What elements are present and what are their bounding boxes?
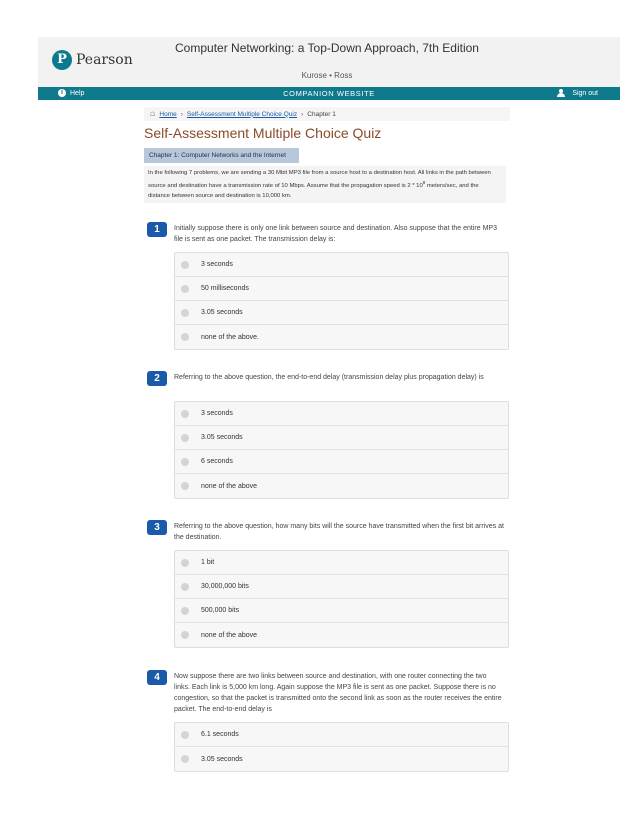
question-text: Now suppose there are two links between source and destination, with one router connecting the two links. Each link is 5,000 km long. Again suppose the MP3 file is sent as one packet. Suppose there is no congestion, so that the packet is transmitted onto the second link as soon as the router receives the entire packet. The end-to-end delay is (174, 673, 502, 713)
radio-button[interactable] (181, 731, 189, 739)
answer-options (174, 722, 509, 772)
book-authors: Kurose • Ross (301, 71, 353, 80)
breadcrumb-quiz-link[interactable]: Self-Assessment Multiple Choice Quiz (186, 110, 298, 118)
option-label: 6 seconds (201, 458, 233, 465)
option-label: none of the above (201, 482, 258, 490)
question-text: Referring to the above question, how many bits will the source have transmitted when the first bit arrives at the destination. (174, 523, 504, 541)
answer-option[interactable] (175, 551, 508, 575)
option-label: none of the above. (201, 333, 259, 341)
answer-options (174, 252, 509, 350)
radio-button[interactable] (181, 333, 189, 341)
breadcrumb (144, 107, 510, 121)
answer-option[interactable] (175, 426, 508, 450)
question-number: 1 (147, 222, 167, 237)
option-label: 3 seconds (201, 410, 233, 417)
pearson-logo[interactable] (52, 50, 133, 70)
home-icon: ☖ (150, 111, 156, 118)
answer-option[interactable] (175, 474, 508, 498)
radio-button[interactable] (181, 559, 189, 567)
help-label: Help (70, 89, 85, 97)
question-number: 3 (147, 520, 167, 535)
option-label: 30,000,000 bits (201, 583, 249, 590)
radio-button[interactable] (181, 285, 189, 293)
answer-option[interactable] (175, 623, 508, 647)
question-text: Referring to the above question, the end-to-end delay (transmission delay plus propagation delay) is (174, 374, 484, 381)
breadcrumb-home-link[interactable]: Home (159, 110, 177, 118)
radio-button[interactable] (181, 755, 189, 763)
sign-out-link[interactable] (557, 89, 598, 97)
answer-option[interactable] (175, 301, 508, 325)
radio-button[interactable] (181, 261, 189, 269)
option-label: 50 milliseconds (201, 285, 249, 292)
book-title: Computer Networking: a Top-Down Approach, 7th Edition (175, 41, 479, 55)
pearson-p-icon: P (52, 50, 72, 70)
option-label: 500,000 bits (201, 607, 240, 614)
answer-option[interactable] (175, 277, 508, 301)
question-number: 2 (147, 371, 167, 386)
companion-website-label: COMPANION WEBSITE (283, 89, 375, 98)
radio-button[interactable] (181, 583, 189, 591)
answer-option[interactable] (175, 450, 508, 474)
answer-option[interactable] (175, 402, 508, 426)
radio-button[interactable] (181, 458, 189, 466)
page-title: Self-Assessment Multiple Choice Quiz (144, 125, 382, 141)
answer-option[interactable] (175, 575, 508, 599)
option-label: 1 bit (201, 559, 215, 566)
question-text: Initially suppose there is only one link between source and destination. Also suppose that the entire MP3 file is sent as one packet. The transmission delay is: (174, 225, 497, 243)
option-label: 6.1 seconds (201, 731, 239, 738)
chapter-badge: Chapter 1: Computer Networks and the Internet (144, 148, 299, 163)
nav-bar (38, 87, 620, 100)
answer-option[interactable] (175, 747, 508, 771)
chevron-right-icon: › (180, 110, 183, 118)
intro-text-end: meters/sec, and the distance between source and destination is 10,000 km. (148, 182, 479, 199)
radio-button[interactable] (181, 482, 189, 490)
option-label: 3.05 seconds (201, 434, 243, 441)
radio-button[interactable] (181, 309, 189, 317)
chevron-right-icon: › (301, 110, 304, 118)
radio-button[interactable] (181, 434, 189, 442)
info-icon: i (58, 89, 66, 97)
breadcrumb-current: Chapter 1 (307, 110, 336, 118)
option-label: none of the above (201, 631, 258, 639)
answer-option[interactable] (175, 599, 508, 623)
brand-name: Pearson (76, 52, 133, 68)
option-label: 3.05 seconds (201, 755, 243, 763)
answer-options (174, 401, 509, 499)
intro-text-start: In the following 7 problems, we are sending a 30 Mbit MP3 file from a source host to a destination host. All links in the path between source and destination have a transmission rate of 10 Mbps. Assume that the propagation speed is 2 * 10 (148, 170, 491, 189)
user-icon (557, 89, 568, 97)
radio-button[interactable] (181, 410, 189, 418)
option-label: 3 seconds (201, 261, 233, 268)
sign-out-label: Sign out (572, 89, 598, 97)
answer-option[interactable] (175, 253, 508, 277)
answer-option[interactable] (175, 723, 508, 747)
answer-options (174, 550, 509, 648)
question-number: 4 (147, 670, 167, 685)
site-header (38, 37, 620, 87)
intro-exponent: 8 (422, 180, 426, 185)
answer-option[interactable] (175, 325, 508, 349)
intro-text (144, 166, 506, 203)
radio-button[interactable] (181, 607, 189, 615)
radio-button[interactable] (181, 631, 189, 639)
option-label: 3.05 seconds (201, 309, 243, 316)
